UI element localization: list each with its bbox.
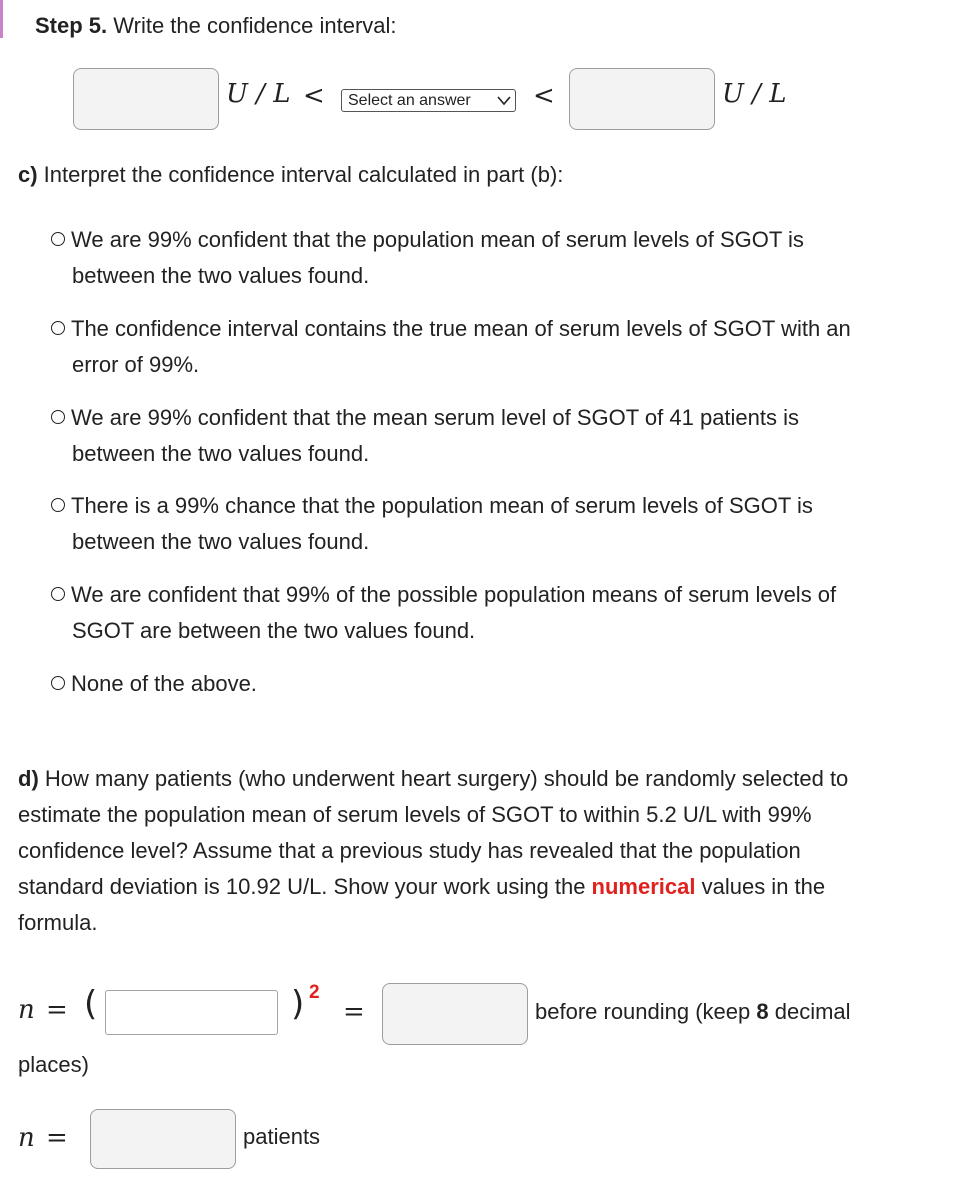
radio-button[interactable] bbox=[51, 410, 65, 424]
option-1[interactable]: We are 99% confident that the population mean of serum levels of SGOT is between the two values found. bbox=[51, 222, 804, 294]
n-symbol: n bbox=[18, 995, 35, 1025]
select-placeholder: Select an answer bbox=[348, 92, 471, 109]
less-than-left: < bbox=[303, 81, 325, 111]
less-than-right: < bbox=[533, 81, 555, 111]
n-final-input[interactable] bbox=[90, 1109, 236, 1169]
unit-left: U / L bbox=[226, 79, 291, 109]
option-5[interactable]: We are confident that 99% of the possible population means of serum levels of SGOT are between the two values found. bbox=[51, 577, 836, 649]
unit-right: U / L bbox=[722, 79, 787, 109]
close-paren: ) bbox=[291, 984, 305, 1024]
exponent: 2 bbox=[309, 982, 320, 1003]
radio-button[interactable] bbox=[51, 498, 65, 512]
radio-button[interactable] bbox=[51, 321, 65, 335]
radio-button[interactable] bbox=[51, 232, 65, 246]
emphasis-numerical: numerical bbox=[591, 874, 696, 899]
open-paren: ( bbox=[84, 984, 98, 1024]
interval-select[interactable] bbox=[341, 89, 516, 112]
chevron-down-icon bbox=[496, 92, 512, 108]
formula-inner-input[interactable] bbox=[105, 990, 278, 1035]
n-before-rounding-input[interactable] bbox=[382, 983, 528, 1045]
option-6[interactable]: None of the above. bbox=[51, 666, 257, 702]
upper-bound-input[interactable] bbox=[569, 68, 715, 130]
lower-bound-input[interactable] bbox=[73, 68, 219, 130]
equals-sign-2: = bbox=[343, 997, 365, 1027]
radio-button[interactable] bbox=[51, 676, 65, 690]
patients-label: patients bbox=[243, 1124, 321, 1149]
option-3[interactable]: We are 99% confident that the mean serum level of SGOT of 41 patients is between the two values found. bbox=[51, 400, 799, 472]
option-2[interactable]: The confidence interval contains the true mean of serum levels of SGOT with an error of 99%. bbox=[51, 311, 851, 383]
step-heading: Step 5. Write the confidence interval: bbox=[35, 13, 397, 38]
option-4[interactable]: There is a 99% chance that the population mean of serum levels of SGOT is between the two values found. bbox=[51, 488, 813, 560]
equals-sign-final: = bbox=[46, 1123, 68, 1153]
n-symbol-final: n bbox=[18, 1123, 35, 1153]
part-d-question: d) How many patients (who underwent heart surgery) should be randomly selected to estimate the population mean of serum levels of SGOT to within 5.2 U/L with 99% confidence level? Assume that a previous study has revealed that the population standard deviation is 10.92 U/L. Show your work using the numerical values in the formula. bbox=[18, 766, 849, 935]
radio-button[interactable] bbox=[51, 587, 65, 601]
equals-sign: = bbox=[46, 995, 68, 1025]
part-c-question: c) Interpret the confidence interval calculated in part (b): bbox=[18, 162, 564, 187]
before-rounding-text: before rounding (keep 8 decimal bbox=[535, 999, 851, 1024]
places-text: places) bbox=[18, 1052, 89, 1077]
accent-bar bbox=[0, 0, 3, 38]
